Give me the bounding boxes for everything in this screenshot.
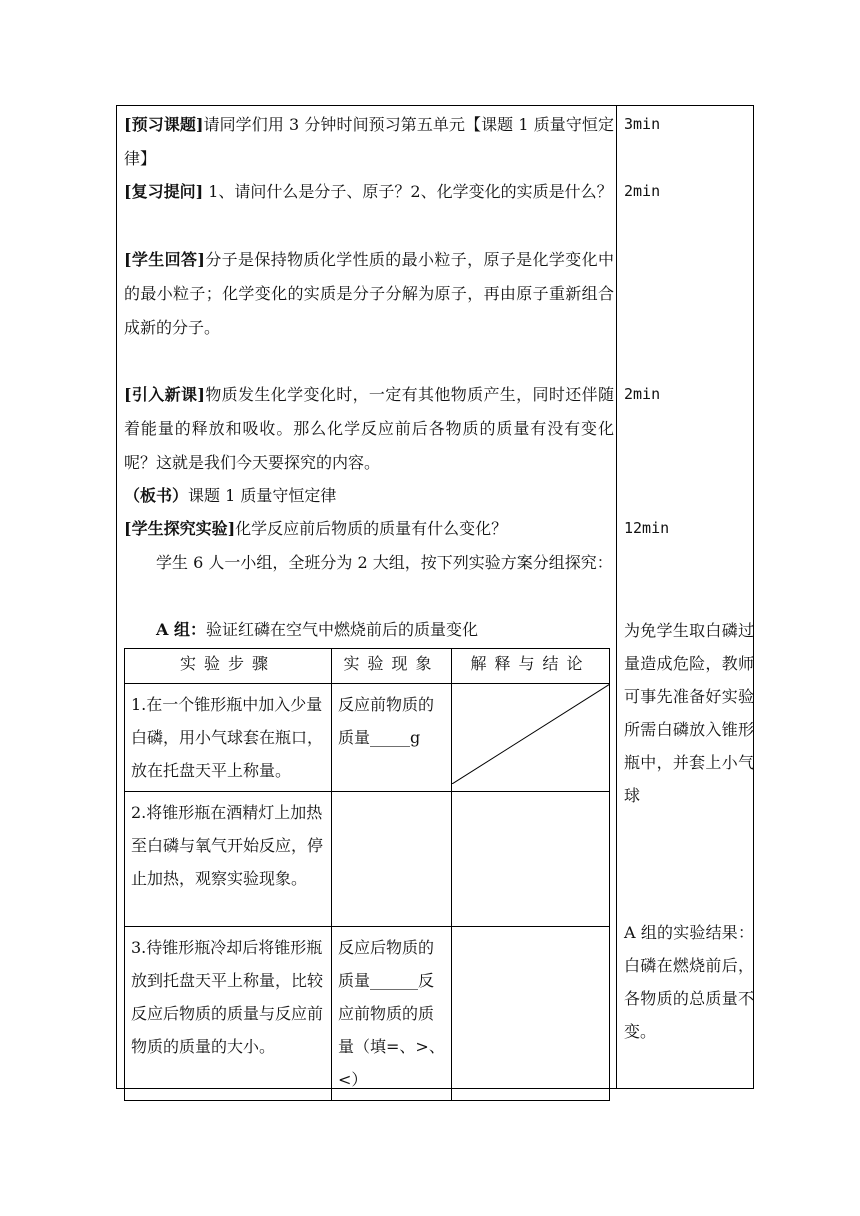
header-steps: 实验步骤 (125, 649, 332, 684)
table-row (125, 792, 610, 927)
explore-label: [学生探究实验] (124, 519, 236, 538)
explore-text: 化学反应前后物质的质量有什么变化？ (235, 519, 508, 538)
intro-time: 2min (624, 385, 661, 403)
preview-text: 请同学们用 3 分钟时间预习第五单元【课题 1 质量守恒定律】 (124, 115, 614, 168)
step-cell: 2.将锥形瓶在酒精灯上加热至白磷与氧气开始反应，停止加热，观察实验现象。 (125, 792, 332, 927)
board-paragraph (124, 479, 614, 513)
phenomenon-cell: 反应后物质的质量______反应前物质的质量（填=、>、<） (332, 927, 452, 1101)
intro-text: 物质发生化学变化时，一定有其他物质产生，同时还伴随着能量的释放和吸收。那么化学反应前后各物质的质量有没有变化呢？这就是我们今天要探究的内容。 (124, 385, 614, 472)
review-label: [复习提问] (124, 182, 204, 201)
review-paragraph (124, 175, 614, 209)
frame-top-border (116, 105, 754, 106)
board-text: 课题 1 质量守恒定律 (188, 486, 337, 505)
answer-text: 分子是保持物质化学性质的最小粒子，原子是化学变化中的最小粒子；化学变化的实质是分子分解为原子，再由原子重新组合成新的分子。 (124, 250, 614, 337)
preview-time: 3min (624, 115, 661, 133)
conclusion-cell (452, 927, 610, 1101)
header-phenomenon: 实验现象 (332, 649, 452, 684)
frame-divider (616, 105, 617, 1089)
diagonal-slash (452, 684, 610, 784)
experiment-table (124, 648, 610, 1101)
result-note: A 组的实验结果：白磷在燃烧前后，各物质的总质量不变。 (624, 923, 754, 1041)
review-text: 1、请问什么是分子、原子？2、化学变化的实质是什么？ (203, 182, 613, 201)
answer-paragraph (124, 243, 614, 345)
answer-label: [学生回答] (124, 250, 205, 269)
review-time: 2min (624, 182, 661, 200)
frame-left-border (116, 105, 117, 1089)
preview-paragraph (124, 108, 614, 176)
conclusion-cell (452, 792, 610, 927)
explore-paragraph (124, 512, 614, 546)
step-cell: 1.在一个锥形瓶中加入少量白磷，用小气球套在瓶口，放在托盘天平上称量。 (125, 684, 332, 792)
group-a-text: 验证红磷在空气中燃烧前后的质量变化 (206, 620, 479, 639)
header-conclusion: 解释与结论 (452, 649, 610, 684)
intro-label: [引入新课] (124, 385, 205, 404)
teacher-note: 为免学生取白磷过量造成危险，教师可事先准备好实验所需白磷放入锥形瓶中，并套上小气球 (624, 621, 754, 805)
explore-time: 12min (624, 519, 670, 537)
preview-label: [预习课题] (124, 115, 204, 134)
conclusion-cell-diagonal (452, 684, 610, 792)
groups-text: 学生 6 人一小组，全班分为 2 大组，按下列实验方案分组探究： (156, 553, 613, 572)
phenomenon-cell: 反应前物质的质量_____g (332, 684, 452, 792)
table-header-row (125, 649, 610, 684)
board-label: （板书） (124, 486, 189, 505)
phenomenon-cell (332, 792, 452, 927)
intro-paragraph (124, 378, 614, 480)
group-a-paragraph (124, 613, 614, 647)
group-a-label: A 组： (156, 620, 206, 639)
table-row (125, 927, 610, 1101)
table-row (125, 684, 610, 792)
groups-paragraph (124, 546, 614, 580)
step-cell: 3.待锥形瓶冷却后将锥形瓶放到托盘天平上称量，比较反应后物质的质量与反应前物质的质量的大小。 (125, 927, 332, 1101)
